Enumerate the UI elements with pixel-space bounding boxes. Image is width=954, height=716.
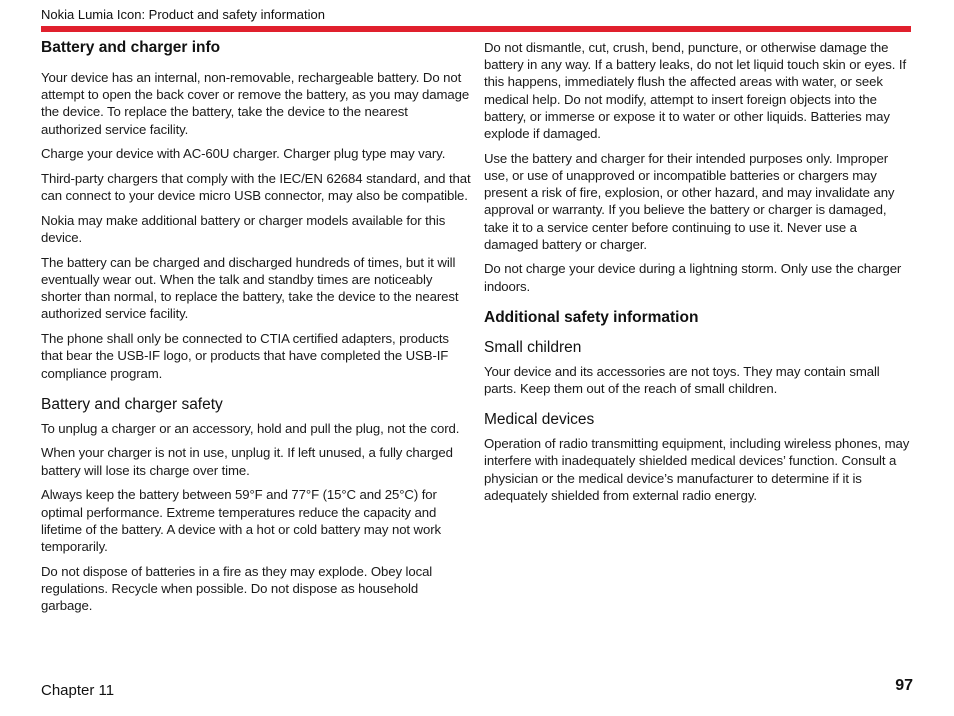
paragraph-charger-model: Charge your device with AC-60U charger. Charger plug type may vary. xyxy=(41,146,446,162)
footer-page-number: 97 xyxy=(895,677,913,694)
heading-battery-charger-safety: Battery and charger safety xyxy=(41,395,223,413)
paragraph-third-party-chargers: Third-party chargers that comply with the IEC/EN 62684 standard, and that can connect to your device micro USB connector, may also be compatible. xyxy=(41,171,471,204)
left-column xyxy=(41,39,471,622)
running-header-title: Nokia Lumia Icon: Product and safety information xyxy=(41,7,325,22)
heading-small-children: Small children xyxy=(484,338,582,356)
paragraph-intended-use: Use the battery and charger for their intended purposes only. Improper use, or use of unapproved or incompatible batteries or chargers may present a risk of fire, explosion, or other hazard, and may invalidate any approval or warranty. If you believe the battery or charger is damaged, take it to a service center before continuing to use it. Never use a damaged battery or charger. xyxy=(484,150,895,252)
paragraph-unplug-charger: To unplug a charger or an accessory, hold and pull the plug, not the cord. xyxy=(41,420,460,436)
paragraph-additional-models: Nokia may make additional battery or charger models available for this device. xyxy=(41,212,446,246)
paragraph-internal-battery: Your device has an internal, non-removable, rechargeable battery. Do not attempt to open the back cover or remove the battery, as you may damage the device. To replace the battery, take the device to the nearest authorized service facility. xyxy=(41,70,470,137)
paragraph-small-children: Your device and its accessories are not toys. They may contain small parts. Keep them out of the reach of small children. xyxy=(484,363,880,397)
paragraph-do-not-dismantle: Do not dismantle, cut, crush, bend, puncture, or otherwise damage the battery in any way. If a battery leaks, do not let liquid touch skin or eyes. If this happens, immediately flush the affected areas with water, or seek medical help. Do not modify, attempt to insert foreign objects into the battery, or immerse or expose it to water or other liquids. Batteries may explode if damaged. xyxy=(484,40,907,142)
header-accent-rule xyxy=(41,26,911,32)
paragraph-temperature-range: Always keep the battery between 59°F and 77°F (15°C and 25°C) for optimal performance. Extreme temperatures reduce the capacity and lifetime of the battery. A device with a hot or cold battery may not work temporarily. xyxy=(41,487,441,554)
paragraph-battery-wear: The battery can be charged and discharged hundreds of times, but it will eventually wear out. When the talk and standby times are noticeably shorter than normal, to replace the battery, take the device to the nearest authorized service facility. xyxy=(41,254,459,322)
heading-battery-charger-info: Battery and charger info xyxy=(41,39,221,56)
paragraph-ctia-adapters: The phone shall only be connected to CTIA certified adapters, products that bear the USB-IF logo, or products that have completed the USB-IF compliance program. xyxy=(41,331,449,381)
heading-medical-devices: Medical devices xyxy=(484,411,595,429)
paragraph-lightning-storm: Do not charge your device during a lightning storm. Only use the charger indoors. xyxy=(484,261,902,294)
paragraph-unused-charger: When your charger is not in use, unplug it. If left unused, a fully charged battery will lose its charge over time. xyxy=(41,445,453,478)
right-column xyxy=(484,39,912,512)
paragraph-battery-disposal: Do not dispose of batteries in a fire as they may explode. Obey local regulations. Recycle when possible. Do not dispose as household garbage. xyxy=(41,563,433,614)
paragraph-medical-devices: Operation of radio transmitting equipment, including wireless phones, may interfere with inadequately shielded medical devices’ function. Consult a physician or the medical device’s manufacturer to determine if it is adequately shielded from external radio energy. xyxy=(484,436,910,503)
heading-additional-safety: Additional safety information xyxy=(484,308,699,326)
footer-chapter-label: Chapter 11 xyxy=(41,682,115,699)
